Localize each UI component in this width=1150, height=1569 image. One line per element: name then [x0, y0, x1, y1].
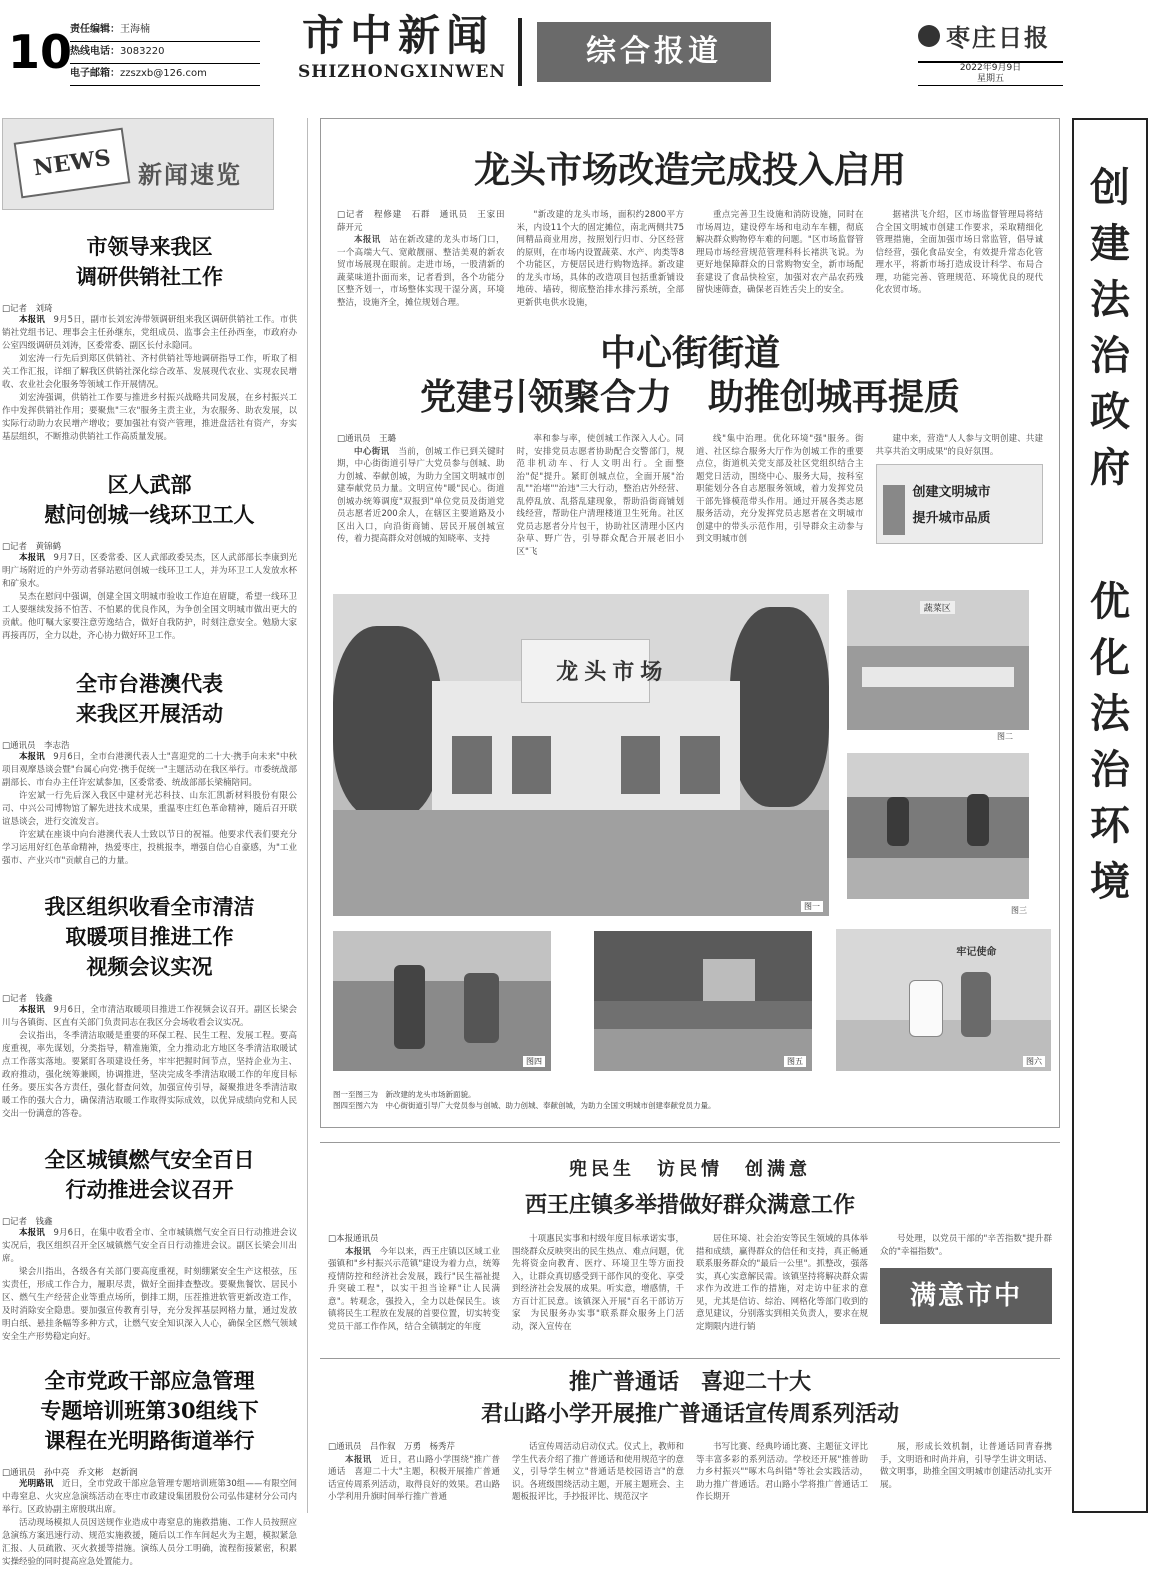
column-divider: [307, 118, 308, 1513]
city-skyline-icon: [883, 485, 905, 535]
lead-col: 据褚洪飞介绍，区市场监督管理局将结合全国文明城市创建工作要求，采取精细化管理措施，全面加强市场日常监管，倡导诚信经营，强化食品安全，有效提升常态化管理水平，将新市场打造成设计科学、布局合理，功能完善、管理规范、环境优良的现代化农贸市场。: [875, 210, 1043, 295]
brief-byline: □通讯员 孙中亮 乔文彬 赵新润: [2, 1468, 138, 1478]
news-brief-item[interactable]: [2, 892, 297, 1121]
paper-name-text: 枣庄日报: [946, 23, 1050, 52]
brief-paragraph: 梁会川指出，各级各有关部门要高度重视，时刻绷紧安全生产这根弦，压实责任，形成工作合力，履职尽责，做好全面排查整改。要聚焦餐饮、居民小区、燃气生产经营企业等重点场所，倒排工期，压茬推进软管更新改造工作，及时消除安全隐患。要加强宣传教育引导，充分发挥基层网格力量，通过发放明白纸、悬挂条幅等多种方式，让燃气安全知识深入人心，确保全区燃气领域安全生产形势稳定向好。: [2, 1267, 297, 1342]
feature-byline: □通讯员 王璐: [337, 434, 397, 444]
feature-col: □通讯员 王璐 中心街讯 当前，创城工作已到关键时期，中心街街道引导广大党员参与创城、助力创城、奉献创城，为助力全国文明城市创建奉献党员力量。文明宣传"暖"民心。街道创城办统筹调度"双报到"单位党员及街道党员志愿者近200余人，在辖区主要道路及小区出入口，向沿街商铺、居民开展创城宣传，着力提高群众对创城的知晓率、支持: [337, 434, 505, 544]
paper-name: [918, 18, 1063, 53]
section-title: 综合报道: [537, 22, 771, 82]
brief-paragraph: 刘宏涛强调，供销社工作要与推进乡村振兴战略共同发展，在乡村振兴工作中发挥供销社作用；要聚焦"三农"服务主责主业，为农服务、助农发展，以实际行动助力农民增产增收；要加强社有资产管理，推进盘活社有资产，夯实基层组织，不断推动供销社工作高质量发展。: [2, 393, 297, 442]
slogan-char: 建: [1090, 220, 1130, 267]
lead-body: [337, 209, 1043, 309]
brief-title: 我区组织收看全市清洁 取暖项目推进工作 视频会议实况: [44, 894, 255, 979]
lead-headline[interactable]: 龙头市场改造完成投入启用: [473, 149, 906, 190]
hotline-row: [70, 42, 260, 64]
service-hall-sign: 牢记使命: [956, 947, 997, 959]
story3-col: □本报通讯员 本报讯 今年以来，西王庄镇以区域工业强镇和"乡村振兴示范镇"建设为着力点，统筹疫情防控和经济社会发展，践行"民生福祉提升突破工程"，以实干担当诠释"让人民满意"。转观念，强投入，全力以赴保民生。该镇将民生工程放在发展的首要位置，切实转变党员干部工作作风，结合全镇制定的年度: [328, 1234, 500, 1332]
brand-en: SHIZHONGXINWEN: [298, 62, 506, 82]
slogan-char: 环: [1090, 802, 1130, 849]
issue-date: 2022年9月9日: [959, 63, 1022, 73]
brief-byline: □通讯员 李志浩: [2, 741, 70, 751]
photo-captions: [333, 1083, 1033, 1111]
brief-lead: 本报讯 9月6日，全市清洁取暖项目推进工作视频会议召开。副区长梁会川与各镇街、区直有关部门负责同志在我区分会场收看会议实况。: [2, 1005, 297, 1028]
photo-label: 图一: [801, 901, 823, 912]
badge-line2: 提升城市品质: [912, 511, 991, 526]
civilization-badge: [876, 464, 1044, 544]
badge-line1: 创建文明城市: [912, 485, 991, 500]
story3-col: 号处理，以党员干部的"辛苦指数"提升群众的"幸福指数"。 满意市中: [880, 1233, 1052, 1333]
main-column: [320, 118, 1060, 1513]
story4-headline-line1[interactable]: 推广普通话 喜迎二十大: [568, 1370, 811, 1395]
vegetable-zone-sign: 蔬菜区: [920, 601, 955, 614]
feature-col: 建中来，营造"人人参与文明创建、共建共享共治文明成果"的良好氛围。 创建文明城市 提升城市品质: [876, 433, 1044, 558]
lead-col: "新改建的龙头市场，面积约2800平方米，内设11个大的固定摊位，南北两侧共75间精品商业用房，按照划行归市、分区经营的原则，在市场内设置蔬菜、水产、肉类等8个功能区，方便居民进行购物选择。新改建的龙头市场，具体的改造项目包括重新铺设地砖、墙砖，彻底整治排水排污系统，全部更新供电供水设施，: [516, 210, 684, 308]
news-brief-badge: [2, 118, 274, 210]
story4-col: 话宣传周活动启动仪式。仪式上，教师和学生代表介绍了推广普通话和使用规范字的意义，引导学生树立"普通话是校园语言"的意识。各班级围绕活动主题，开展主题班会、主题板报评比，手抄报评比、规范汉字: [512, 1442, 684, 1502]
story4-byline: □通讯员 吕作叙 万勇 杨秀芹: [328, 1442, 456, 1452]
news-brief-column: [2, 118, 297, 1567]
story4-headline-line2[interactable]: 君山路小学开展推广普通话宣传周系列活动: [480, 1402, 899, 1427]
feature-col: 线"集中治理。优化环境"强"服务。街道、社区综合服务大厅作为创城工作的重要点位，街道机关党支部及社区党组织结合主题党日活动，围绕中心、服务大局，按科室职能划分各自志愿服务领域，着力发挥党员干部先锋模范带头作用。通过开展各类志愿服务活动，充分发挥党员志愿者在文明城市创建中的带头示范作用，引导群众主动参与到文明城市创: [696, 434, 864, 544]
brief-lead: 本报讯 9月5日，副市长刘宏涛带领调研组来我区调研供销社工作。市供销社党组书记、理事会主任孙继东，党组成员、监事会主任孙西奎，市政府办公室四级调研员刘涛，区委常委、副区长付永隐同。: [2, 315, 297, 351]
news-badge-cn: 新闻速览: [138, 160, 242, 189]
lead-byline: □记者 程修建 石群 通讯员 王家田 薛开元: [337, 210, 514, 233]
brief-title: 全区城镇燃气安全百日 行动推进会议召开: [44, 1147, 255, 1202]
brief-title: 区人武部 慰问创城一线环卫工人: [44, 472, 255, 527]
slogan-char: 政: [1090, 388, 1130, 435]
feature-headline-line2[interactable]: 党建引领聚合力 助推创城再提质: [419, 376, 960, 417]
story4-col: 展，形成长效机制，让普通话同青春携手，文明语和时尚并肩，引导学生讲文明话、做文明事，助推全国文明城市创建活动扎实开展。: [880, 1442, 1052, 1490]
news-brief-item[interactable]: [2, 1366, 297, 1569]
brief-paragraph: 许宏斌一行先后深入我区中建材光芯科技、山东汇凯新材料股份有限公司、中兴公司博物馆了解先进技术成果，重温枣庄红色革命精神，随后召开联谊恳谈会，进行交流发言。: [2, 791, 297, 827]
feature-body: [337, 433, 1043, 558]
lead-col: 重点完善卫生设施和消防设施，同时在市场周边，建设停车场和电动车车棚，彻底解决群众购物停车难的问题。"区市场监督管理局市场经营规范管理科科长褚洪飞说。为更好地保障群众的日常购物安全，新市场配套建设了食品快检室，加强对农产品农药残留快速筛查，确保老百姓舌尖上的安全。: [696, 210, 864, 295]
brief-title: 全市台港澳代表 来我区开展活动: [76, 671, 223, 726]
slogan-line1: [1074, 160, 1146, 496]
photo-market-interior[interactable]: [847, 590, 1029, 730]
slogan-char: 法: [1090, 690, 1130, 737]
photo-market-front[interactable]: [333, 594, 829, 916]
editor-meta: [70, 20, 260, 86]
news-brief-item[interactable]: [2, 1145, 297, 1344]
photo-volunteers-street[interactable]: [333, 931, 551, 1071]
brief-title: 市领导来我区 调研供销社工作: [76, 234, 223, 289]
brief-paragraph: 许宏斌在座谈中向台港澳代表人士致以节日的祝福。他要求代表们要充分学习运用好红色革命精神，热爱枣庄，投桃报李，增强自信心自豪感，为"工业强市、产业兴市"贡献自己的力量。: [2, 830, 297, 866]
lead-col: □记者 程修建 石群 通讯员 王家田 薛开元 本报讯 站在新改建的龙头市场门口，一个高端大气、宽敞靓丽、整洁美观的新农贸市场展现在眼前。走进市场，一股清新的蔬菜味道扑面而来，记者看到，各个功能分区整齐划一，市场整体实现干湿分离，环境整洁，设施齐全，摊位规划合理。: [337, 210, 514, 308]
brand-cn: 市中新闻: [301, 11, 494, 60]
photo-label: 图二: [997, 732, 1013, 741]
slogan-char: 法: [1090, 276, 1130, 323]
story3-col: 居住环境、社会治安等民生领域的具体举措和成绩，赢得群众的信任和支持，真正畅通联系服务群众的"最后一公里"。抓整改，强落实，真心实意解民需。该镇坚持将解决群众需求作为改进工作的措施，对走访中征求的意见，尤其是信访、综治、网格化等部门收到的意见建议，分别落实到相关负责人，要求在规定期限内进行销: [696, 1234, 868, 1332]
story-xiwangzhuang: [320, 1142, 1060, 1333]
email-label: 电子邮箱：: [70, 68, 120, 79]
market-sign: 龙头市场: [556, 659, 669, 686]
brief-byline: □记者 刘琦: [2, 304, 53, 314]
story3-kicker: 兜民生 访民情 创满意: [569, 1159, 811, 1180]
brief-lead: 本报讯 9月6日，在集中收看全市、全市城镇燃气安全百日行动推进会议实况后，我区组织召开全区城镇燃气安全百日行动推进会议。副区长梁会川出席。: [2, 1228, 297, 1264]
photo-volunteers-cleanup[interactable]: [594, 931, 812, 1071]
hotline-number: 3083220: [120, 46, 165, 57]
story-junshanlu: [320, 1358, 1060, 1504]
news-brief-item[interactable]: [2, 669, 297, 868]
brief-paragraph: 活动现场模拟人员因送规作业造成中毒窒息的施救措施、工作人员按照应急演练方案迅速行动、规范实施救援，随后以工作车间起火为主题，模拟紧急汇报、人员疏散、灭火救援等措施。演练人员分工明确，流程衔接紧密，积累实操经验的同时提高应急处置能力。: [2, 1518, 297, 1567]
brief-byline: □记者 黄锦鹤: [2, 542, 62, 552]
photo-label: 图四: [523, 1056, 545, 1067]
editor-label: 责任编辑：: [70, 24, 120, 35]
feature-headline-line1[interactable]: 中心街街道: [599, 332, 780, 373]
brief-lead: 本报讯 9月6日，全市台港澳代表人士"喜迎党的二十大·携手向未来"中秋项目观摩恳谈会暨"台属心向党·携手促统一"主题活动在我区举行。市委统战部副部长、市台办主任许宏斌参加，区委常委、统战部部长梁楠陪同。: [2, 752, 297, 788]
slogan-char: 治: [1090, 746, 1130, 793]
column-brand: [298, 10, 506, 94]
photo-label: 图三: [1011, 906, 1027, 915]
slogan-char: 化: [1090, 634, 1130, 681]
news-badge-en: NEWS: [14, 128, 131, 199]
brand-divider: [518, 18, 522, 86]
story3-body: [328, 1233, 1052, 1333]
story3-headline[interactable]: 西王庄镇多举措做好群众满意工作: [524, 1193, 855, 1218]
brief-paragraph: 刘宏涛一行先后到郑区供销社、齐村供销社等地调研指导工作，听取了相关工作汇报，详细了解我区供销社深化综合改革、发展现代农业、实现农民增收、农业社会化服务等领域工作开展情况。: [2, 354, 297, 390]
story3-byline: □本报通讯员: [328, 1234, 379, 1244]
slogan-column: [1072, 118, 1148, 1513]
story3-col: 十项惠民实事和村级年度目标承诺实事，围绕群众反映突出的民生热点、难点问题，优先将资金向教育、医疗、环境卫生等方面投入，让群众真切感受到干部作风的变化、享受到经济社会发展的成果。听实意，增感情，千方百计汇民意。该镇深入开展"百名干部访万家 为民服务办实事"联系群众服务上门活动，深入宣传在: [512, 1234, 684, 1332]
brief-lead: 本报讯 9月7日，区委常委、区人武部政委吴杰，区人武部部长李康到光明广场附近的户外劳动者驿站慰问创城一线环卫工人，并为环卫工人发放水杯和矿泉水。: [2, 553, 297, 589]
photo-caption: 图四至图六为 中心街街道引导广大党员参与创城、助力创城、奉献创城，为助力全国文明城市创建奉献党员力量。: [333, 1101, 716, 1110]
satisfaction-stamp: 满意市中: [880, 1268, 1052, 1324]
brief-title: 全市党政干部应急管理 专题培训班第30组线下 课程在光明路街道举行: [40, 1368, 259, 1453]
photo-label: 图五: [784, 1056, 806, 1067]
news-brief-item[interactable]: [2, 232, 297, 444]
brief-paragraph: 会议指出，冬季清洁取暖是重要的环保工程、民生工程、发展工程。要高度重视，率先谋划，分类指导，精准施策，全力推动北方地区冬季清洁取暖试点工作落实落地。要紧盯各项建设任务，牢牢把握时间节点，坚持企业为主、政府推动，强化统筹兼顾，协调推进，坚决完成冬季清洁取暖工作的年度目标任务。要压实各方责任，强化督查问效，加强宣传引导，凝聚推进冬季清洁取暖工作的强大合力，确保清洁取暖工作取得实际成效，以优异成绩向党和人民交出一份满意的答卷。: [2, 1031, 297, 1119]
masthead: [0, 0, 1150, 100]
photo-label: 图六: [1023, 1056, 1045, 1067]
slogan-line2: [1074, 574, 1146, 910]
brief-byline: □记者 钱鑫: [2, 994, 53, 1004]
brief-paragraph: 吴杰在慰问中强调，创建全国文明城市验收工作迫在眉睫，希望一线环卫工人要继续发扬不怕苦、不怕累的优良作风，为争创全国文明城市做出更大的贡献。他叮嘱大家要注意劳逸结合，做好自我防护，时刻注意安全。勉励大家再接再厉，全力以赴，齐心协力做好环卫工作。: [2, 592, 297, 641]
feature-col: 率和参与率，使创城工作深入人心。同时，安排党员志愿者协助配合交警部门，规范非机动车、行人文明出行。全面整治"促"提升。紧盯创城点位，全面开展"治乱""治堵""治违"三大行动，整治店外经营、乱停乱放、乱搭乱建现象，帮助沿街商铺划线经营，帮助住户清理楼道卫生死角。社区党员志愿者分片包干，协助社区清理小区内杂草、野广告，引导群众配合开展老旧小区"飞: [516, 434, 684, 557]
paper-logo-icon: [918, 25, 940, 47]
slogan-char: 境: [1090, 858, 1130, 905]
slogan-char: 创: [1090, 164, 1130, 211]
email-address[interactable]: zzszxb@126.com: [120, 68, 207, 79]
photo-caption: 图一至图三为 新改建的龙头市场新面貌。: [333, 1090, 476, 1099]
editor-row: [70, 20, 260, 42]
editor-name: 王海楠: [120, 24, 150, 35]
brief-byline: □记者 钱鑫: [2, 1217, 53, 1227]
story4-col: 书写比赛、经典吟诵比赛、主题征文评比等丰富多彩的系列活动。学校还开展"推普助力乡村振兴""啄木鸟纠错"等社会实践活动，助力推广普通话。君山路小学将推广普通话工作长期开: [696, 1442, 868, 1502]
photo-market-vendors[interactable]: [847, 753, 1029, 899]
story4-body: [328, 1441, 1052, 1504]
story4-col: □通讯员 吕作叙 万勇 杨秀芹 本报讯 近日，君山路小学围绕"推广普通话 喜迎二十大"主题，积极开展推广普通话宣传周系列活动，取得良好的效果。君山路小学利用升旗时间举行推广普通: [328, 1442, 500, 1502]
slogan-char: 府: [1090, 444, 1130, 491]
lead-story-box: [320, 118, 1060, 1128]
news-brief-item[interactable]: [2, 470, 297, 643]
issue-weekday: 星期五: [976, 74, 1004, 84]
photo-service-hall[interactable]: [836, 929, 1051, 1071]
page-number: 10: [8, 25, 73, 79]
brief-lead: 光明路讯 近日，全市党政干部应急管理专题培训班第30组——有限空间中毒窒息、火灾应急演练活动在枣庄市政建设集团股份公司弘伟建材分公司内举行。区政协副主席殷琪出席。: [2, 1479, 297, 1515]
hotline-label: 热线电话：: [70, 46, 120, 57]
email-row: [70, 64, 260, 86]
slogan-char: 治: [1090, 332, 1130, 379]
paper-date: [918, 61, 1063, 86]
slogan-char: 优: [1090, 578, 1130, 625]
paper-block: [918, 18, 1063, 86]
